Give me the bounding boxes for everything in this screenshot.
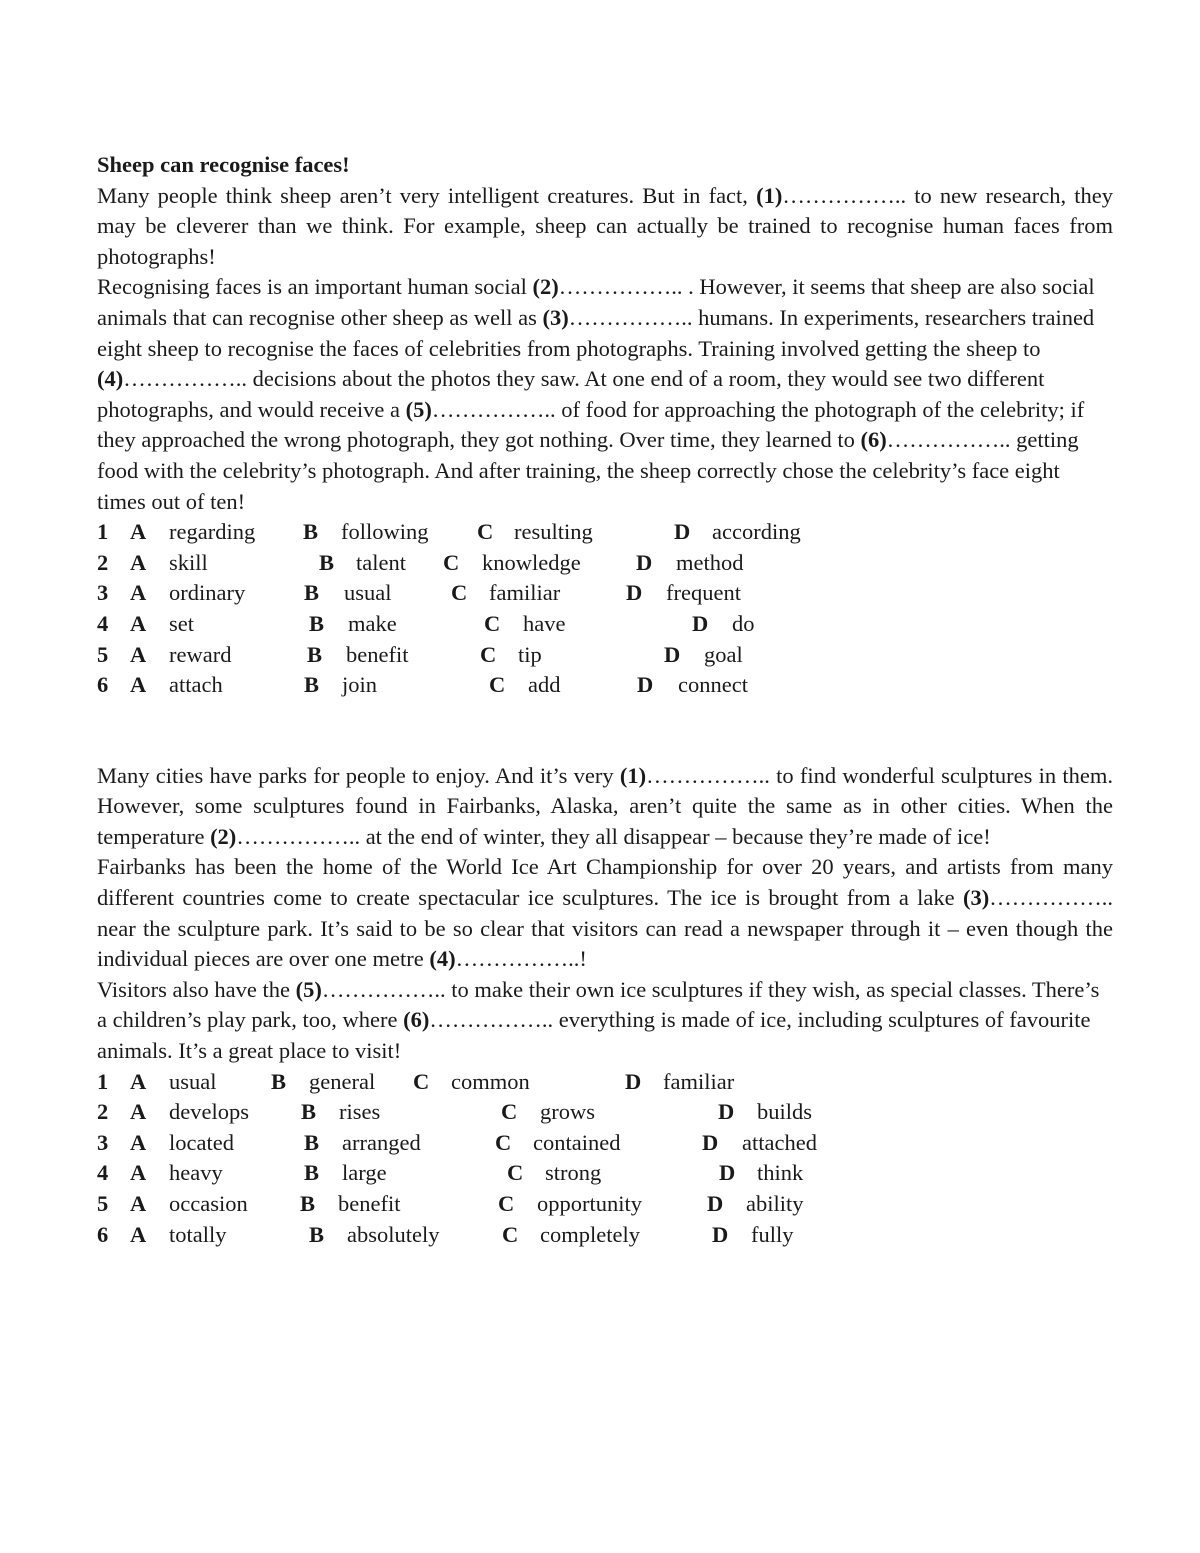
- options-table: [97, 1067, 1113, 1251]
- option-text: attached: [742, 1129, 817, 1155]
- option-row: [97, 640, 1113, 671]
- option-letter: A: [130, 672, 147, 698]
- option-text: common: [451, 1068, 530, 1094]
- passage-paragraph: [97, 761, 1113, 853]
- option-text: builds: [757, 1099, 813, 1125]
- option-letter: D: [718, 1099, 735, 1125]
- gap-number: (4): [97, 366, 124, 392]
- option-letter: A: [130, 610, 147, 636]
- option-row: [97, 1158, 1113, 1189]
- option-letter: D: [712, 1221, 729, 1247]
- option-text: frequent: [666, 580, 741, 606]
- option-text: resulting: [514, 519, 593, 545]
- option-text: ability: [746, 1191, 804, 1216]
- option-letter: D: [625, 1068, 642, 1094]
- option-text: do: [732, 610, 755, 636]
- passage-text: …………….. to find wonderful sculptures in them. However, some sculptures found in Fairbanks, Alaska, aren’t quite the same as in other cities. When the temperature: [97, 762, 1113, 849]
- question-number: 2: [97, 549, 109, 575]
- option-text: method: [676, 549, 744, 575]
- gap-number: (5): [405, 396, 432, 422]
- option-text: have: [523, 610, 566, 636]
- option-text: tip: [518, 641, 542, 667]
- passage-text: …………….. . However, it seems that sheep are also social animals that can recognise other sheep as well as: [97, 274, 1095, 330]
- section-spacer: [97, 701, 1113, 761]
- gap-number: (1): [756, 182, 783, 208]
- passage-text: Visitors also have the: [97, 976, 296, 1002]
- gap-number: (2): [210, 823, 237, 849]
- gap-number: (3): [963, 885, 990, 911]
- option-row: [97, 517, 1113, 548]
- option-letter: C: [489, 672, 506, 698]
- option-text: benefit: [346, 641, 409, 667]
- option-letter: D: [636, 549, 653, 575]
- option-text: completely: [540, 1221, 640, 1247]
- option-row: [97, 670, 1113, 701]
- option-text: regarding: [169, 519, 256, 545]
- worksheet-page: [97, 150, 1113, 1250]
- option-text: usual: [169, 1068, 217, 1094]
- option-letter: B: [304, 1160, 320, 1186]
- option-letter: A: [130, 1221, 147, 1247]
- option-text: make: [348, 610, 397, 636]
- option-text: absolutely: [347, 1221, 440, 1247]
- question-number: 6: [97, 672, 109, 698]
- question-number: 1: [97, 519, 109, 545]
- question-number: 5: [97, 641, 109, 667]
- option-row: [97, 1220, 1113, 1251]
- passage-text: …………….. of food for approaching the photograph of the celebrity; if they approached the wrong photograph, they got nothing. Over time, they learned to: [97, 396, 1085, 453]
- option-text: according: [712, 519, 801, 545]
- option-text: arranged: [342, 1129, 421, 1155]
- option-letter: A: [130, 641, 147, 667]
- option-text: think: [757, 1160, 804, 1186]
- option-letter: D: [702, 1129, 719, 1155]
- option-text: connect: [678, 672, 748, 698]
- option-text: opportunity: [537, 1191, 642, 1216]
- option-text: goal: [704, 641, 743, 667]
- option-text: familiar: [489, 580, 561, 606]
- option-letter: C: [480, 641, 497, 667]
- option-letter: B: [304, 580, 320, 606]
- passage-text: Fairbanks has been the home of the World Ice Art Championship for over 20 years, and artists from many different countries come to create spectacular ice sculptures. The ice is brought from a lake: [97, 854, 1113, 911]
- option-letter: C: [498, 1191, 515, 1216]
- options-table: [97, 517, 1113, 701]
- gap-number: (3): [542, 304, 569, 330]
- passage-text: Many cities have parks for people to enjoy. And it’s very: [97, 762, 620, 788]
- option-letter: C: [484, 610, 501, 636]
- section-title: Sheep can recognise faces!: [97, 152, 350, 177]
- question-number: 4: [97, 1160, 109, 1186]
- option-letter: C: [507, 1160, 524, 1186]
- option-letter: D: [674, 519, 691, 545]
- gap-number: (5): [295, 976, 322, 1002]
- passage-text: …………….. at the end of winter, they all disappear – because they’re made of ice!: [236, 823, 991, 849]
- option-text: skill: [169, 549, 208, 575]
- option-row: [97, 548, 1113, 579]
- option-text: talent: [356, 549, 406, 575]
- passage-text: …………….. humans. In experiments, researchers trained eight sheep to recognise the faces of celebrities from photographs. Training involved getting the sheep to: [97, 304, 1095, 361]
- option-letter: B: [303, 519, 319, 545]
- question-number: 3: [97, 1129, 109, 1155]
- option-letter: C: [502, 1221, 519, 1247]
- gap-number: (6): [860, 427, 887, 453]
- option-letter: B: [271, 1068, 287, 1094]
- option-text: knowledge: [482, 549, 581, 575]
- option-text: usual: [344, 580, 392, 606]
- option-letter: B: [300, 1191, 316, 1216]
- option-letter: A: [130, 549, 147, 575]
- question-number: 1: [97, 1068, 109, 1094]
- passage-paragraph: [97, 181, 1113, 273]
- option-letter: C: [451, 580, 468, 606]
- option-row: [97, 1067, 1113, 1098]
- passage-text: …………….. to new research, they may be cleverer than we think. For example, sheep can actually be trained to recognise human faces from photographs!: [97, 182, 1113, 269]
- question-number: 6: [97, 1221, 109, 1247]
- option-letter: D: [637, 672, 654, 698]
- option-letter: A: [130, 1099, 147, 1125]
- option-row: [97, 609, 1113, 640]
- option-text: occasion: [169, 1191, 248, 1216]
- question-number: 5: [97, 1191, 109, 1216]
- option-letter: D: [707, 1191, 724, 1216]
- option-letter: B: [304, 672, 320, 698]
- option-text: add: [528, 672, 561, 698]
- option-text: contained: [533, 1129, 621, 1155]
- option-letter: A: [130, 1068, 147, 1094]
- option-letter: C: [477, 519, 494, 545]
- option-row: [97, 1189, 1113, 1220]
- option-text: attach: [169, 672, 223, 698]
- gap-number: (6): [403, 1007, 430, 1033]
- option-letter: B: [309, 610, 325, 636]
- option-letter: A: [130, 580, 147, 606]
- option-letter: B: [309, 1221, 325, 1247]
- passage-text: …………….. everything is made of ice, including sculptures of favourite animals. It’s a great place to visit!: [97, 1007, 1091, 1064]
- passage-text: Many people think sheep aren’t very intelligent creatures. But in fact,: [97, 182, 757, 208]
- question-number: 3: [97, 580, 109, 606]
- option-letter: A: [130, 1191, 147, 1216]
- option-row: [97, 578, 1113, 609]
- option-text: fully: [751, 1221, 794, 1247]
- option-letter: B: [319, 549, 335, 575]
- question-number: 4: [97, 610, 109, 636]
- passage-paragraph: [97, 975, 1113, 1067]
- option-letter: C: [495, 1129, 512, 1155]
- option-text: large: [342, 1160, 387, 1186]
- gap-number: (4): [429, 946, 456, 972]
- option-text: join: [342, 672, 378, 698]
- option-text: following: [341, 519, 429, 545]
- option-text: rises: [339, 1099, 381, 1125]
- option-letter: B: [307, 641, 323, 667]
- passage-text: Recognising faces is an important human social: [97, 274, 533, 300]
- option-letter: A: [130, 1160, 147, 1186]
- passage-text: ……………..!: [455, 946, 587, 972]
- option-letter: D: [719, 1160, 736, 1186]
- passage-paragraph: [97, 272, 1113, 517]
- option-text: reward: [169, 641, 232, 667]
- option-row: [97, 1128, 1113, 1159]
- option-text: set: [169, 610, 194, 636]
- passage-paragraph: [97, 852, 1113, 974]
- option-text: general: [309, 1068, 376, 1094]
- passage-text: …………….. near the sculpture park. It’s said to be so clear that visitors can read a newspaper through it – even though the individual pieces are over one metre: [97, 885, 1113, 972]
- option-text: located: [169, 1129, 234, 1155]
- option-letter: D: [664, 641, 681, 667]
- gap-number: (2): [532, 274, 559, 300]
- option-text: totally: [169, 1221, 227, 1247]
- passage-text: …………….. decisions about the photos they saw. At one end of a room, they would see two different photographs, and would receive a: [97, 366, 1045, 422]
- option-text: strong: [545, 1160, 602, 1186]
- option-letter: C: [413, 1068, 430, 1094]
- passage-text: …………….. to make their own ice sculptures if they wish, as special classes. There’s a children’s play park, too, where: [97, 976, 1100, 1033]
- option-letter: C: [501, 1099, 518, 1125]
- gap-number: (1): [619, 762, 647, 788]
- question-number: 2: [97, 1099, 109, 1125]
- option-letter: A: [130, 519, 147, 545]
- passage-text: …………….. getting food with the celebrity’s photograph. And after training, the sheep correctly chose the celebrity’s face eight times out of ten!: [97, 427, 1079, 514]
- option-text: ordinary: [169, 580, 246, 606]
- option-letter: C: [443, 549, 460, 575]
- option-letter: B: [301, 1099, 317, 1125]
- option-text: heavy: [169, 1160, 223, 1186]
- option-letter: D: [692, 610, 709, 636]
- option-text: grows: [540, 1099, 595, 1125]
- option-letter: B: [304, 1129, 320, 1155]
- option-letter: A: [130, 1129, 147, 1155]
- option-letter: D: [626, 580, 643, 606]
- option-row: [97, 1097, 1113, 1128]
- option-text: develops: [169, 1099, 249, 1125]
- option-text: benefit: [338, 1191, 401, 1216]
- option-text: familiar: [663, 1068, 735, 1094]
